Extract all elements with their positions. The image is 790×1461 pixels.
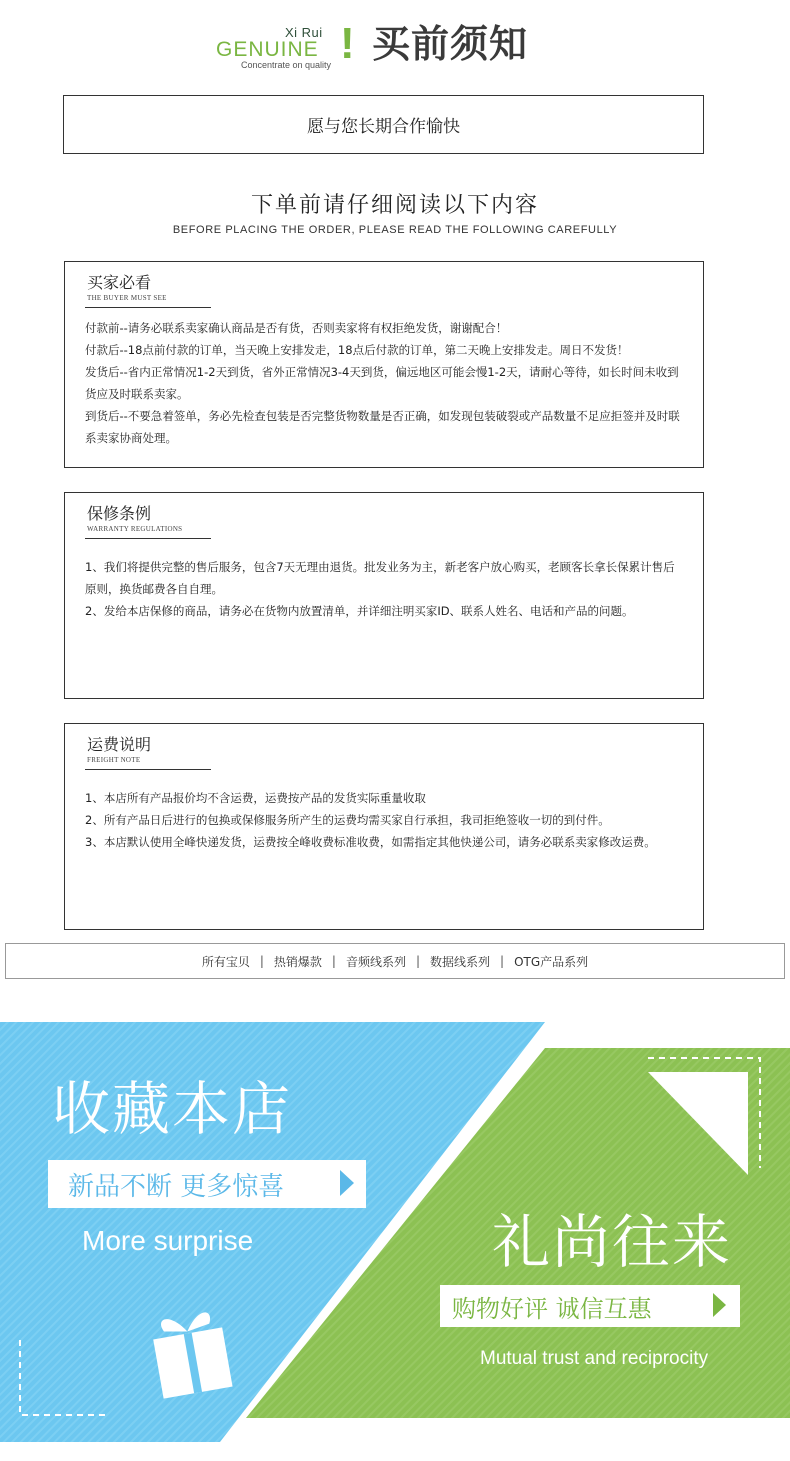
- buyer-panel-body: [85, 317, 681, 449]
- buyer-rule-2: 付款后--18点前付款的订单，当天晚上安排发走，18点后付款的订单，第二天晚上安排发走。周日不发货！: [85, 343, 629, 357]
- brand-tagline: Concentrate on quality: [241, 60, 332, 70]
- more-surprise-text: More surprise: [82, 1225, 254, 1256]
- nav-separator: |: [415, 954, 421, 968]
- new-arrivals-text: 新品不断 更多惊喜: [68, 1171, 285, 1202]
- warranty-rule-1: 1、我们将提供完整的售后服务，包含7天无理由退货。批发业务为主，新老客户放心购买，老顾客长拿长保累计售后原则，换货邮费各自自理。: [85, 560, 675, 596]
- nav-link-audio-cables[interactable]: 音频线系列: [345, 954, 406, 969]
- freight-rule-1: 1、本店所有产品报价均不含运费，运费按产品的发货实际重量收取: [85, 791, 426, 805]
- freight-rule-2: 2、所有产品日后进行的包换或保修服务所产生的运费均需买家自行承担，我司拒绝签收一切的到付件。: [85, 813, 610, 827]
- nav-separator: |: [259, 954, 264, 968]
- nav-link-hot-items[interactable]: 热销爆款: [273, 954, 322, 969]
- buyer-rule-3: 发货后--省内正常情况1-2天到货，省外正常情况3-4天到货，偏远地区可能会慢1-2天，请耐心等待，如长时间未收到货应及时联系卖家。: [85, 365, 679, 401]
- warranty-panel-body: [85, 556, 681, 622]
- divider: [85, 769, 211, 770]
- warranty-panel-subtitle: WARRANTY REGULATIONS: [87, 525, 183, 533]
- category-nav: [5, 943, 785, 979]
- buyer-rule-4: 到货后--不要急着签单，务必先检查包装是否完整货物数量是否正确，如发现包装破裂或产品数量不足应拒签并及时联系卖家协商处理。: [85, 409, 680, 445]
- freight-rule-3: 3、本店默认使用全峰快递发货，运费按全峰收费标准收费，如需指定其他快递公司，请务必联系卖家修改运费。: [85, 835, 656, 849]
- buyer-panel-subtitle: THE BUYER MUST SEE: [87, 294, 167, 302]
- page-title: 买前须知: [372, 22, 529, 66]
- reciprocity-title: 礼尚往来: [492, 1208, 733, 1276]
- new-arrivals-pill[interactable]: [48, 1160, 366, 1208]
- warranty-panel-title: 保修条例: [87, 504, 152, 523]
- arrow-right-icon: [713, 1293, 726, 1317]
- warranty-panel: [64, 492, 704, 699]
- nav-separator: |: [500, 954, 505, 968]
- brand-exclamation: !: [340, 19, 355, 68]
- arrow-right-icon: [340, 1170, 354, 1196]
- nav-link-otg-products[interactable]: OTG产品系列: [514, 954, 589, 969]
- freight-panel-subtitle: FREIGHT NOTE: [87, 756, 141, 764]
- buyer-panel: [64, 261, 704, 468]
- promo-banner: [0, 1020, 790, 1445]
- buyer-rule-1: 付款前--请务必联系卖家确认商品是否有货，否则卖家将有权拒绝发货，谢谢配合！: [85, 321, 508, 335]
- brand-name: GENUINE: [216, 38, 319, 61]
- nav-link-data-cables[interactable]: 数据线系列: [430, 954, 491, 969]
- notice-heading: 下单前请仔细阅读以下内容: [250, 193, 539, 218]
- divider: [85, 538, 211, 539]
- review-pill[interactable]: [440, 1285, 740, 1327]
- warranty-rule-2: 2、发给本店保修的商品，请务必在货物内放置清单，并详细注明买家ID、联系人姓名、电话和产品的问题。: [85, 604, 634, 618]
- bookmark-store-title: 收藏本店: [52, 1075, 293, 1143]
- review-text: 购物好评 诚信互惠: [452, 1294, 652, 1323]
- freight-panel-title: 运费说明: [87, 735, 152, 754]
- notice-subheading: BEFORE PLACING THE ORDER, PLEASE READ THE FOLLOWING CAREFULLY: [172, 224, 618, 236]
- nav-link-all-items[interactable]: 所有宝贝: [201, 954, 250, 969]
- buyer-panel-title: 买家必看: [87, 273, 152, 292]
- brand-small-text: Xi Rui: [285, 25, 323, 40]
- nav-separator: |: [331, 954, 336, 968]
- freight-panel: [64, 723, 704, 930]
- mutual-trust-text: Mutual trust and reciprocity: [480, 1348, 709, 1369]
- motto-box: [63, 95, 704, 154]
- divider: [85, 307, 211, 308]
- motto-text: 愿与您长期合作愉快: [307, 117, 460, 137]
- freight-panel-body: [85, 787, 681, 853]
